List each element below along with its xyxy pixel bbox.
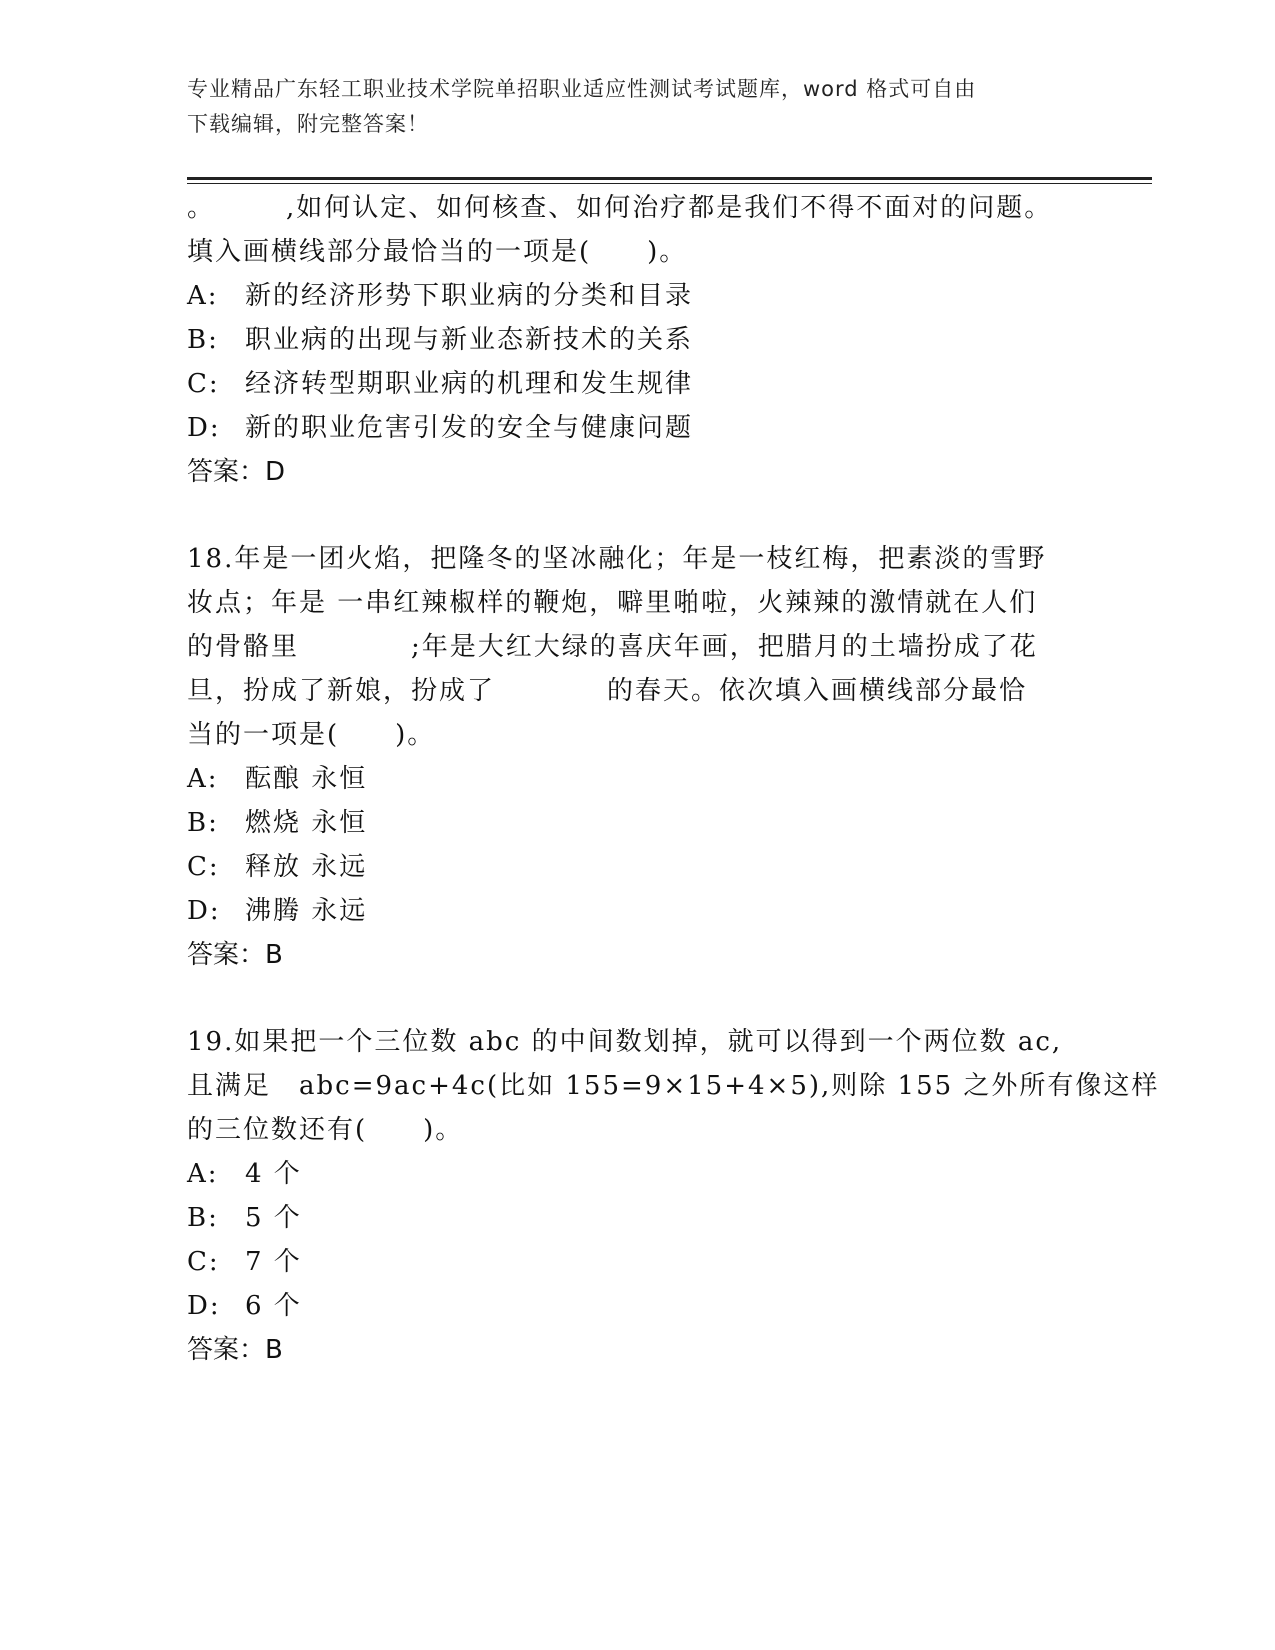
option-c <box>187 363 693 400</box>
question-text-line: 。 ,如何认定、如何核查、如何治疗都是我们不得不面对的问题。 <box>187 193 1053 223</box>
question-text-line: 妆点；年是 一串红辣椒样的鞭炮，噼里啪啦，火辣辣的激情就在人们 <box>187 588 1038 618</box>
option-text: 新的经济形势下职业病的分类和目录 <box>245 281 694 311</box>
option-letter: B: <box>187 808 219 838</box>
option-letter: C: <box>187 369 220 399</box>
option-letter: A: <box>187 1159 219 1189</box>
option-text: 酝酿 永恒 <box>245 764 368 794</box>
option-letter: A: <box>187 281 219 311</box>
option-c <box>187 846 367 883</box>
option-b <box>187 319 693 356</box>
option-letter: D: <box>187 896 221 926</box>
option-a <box>187 275 693 312</box>
option-d <box>187 1285 302 1322</box>
question-text-line: 旦，扮成了新娘，扮成了 的春天。依次填入画横线部分最恰 <box>187 676 1028 706</box>
option-c <box>187 1241 302 1278</box>
option-letter: D: <box>187 413 221 443</box>
option-letter: A: <box>187 764 219 794</box>
option-letter: B: <box>187 325 219 355</box>
question-text-line: 填入画横线部分最恰当的一项是( )。 <box>187 237 688 267</box>
option-d <box>187 890 367 927</box>
question-text-line: 的骨骼里 ;年是大红大绿的喜庆年画，把腊月的土墙扮成了花 <box>187 632 1038 662</box>
question-text-line: 19.如果把一个三位数 abc 的中间数划掉，就可以得到一个两位数 ac, <box>187 1027 1063 1057</box>
option-text: 4 个 <box>245 1159 302 1189</box>
option-text: 经济转型期职业病的机理和发生规律 <box>245 369 694 399</box>
answer-line: 答案：B <box>187 1335 283 1365</box>
page-header <box>187 72 1067 142</box>
option-letter: C: <box>187 852 220 882</box>
option-letter: D: <box>187 1291 221 1321</box>
option-text: 6 个 <box>245 1291 302 1321</box>
option-b <box>187 1197 302 1234</box>
option-b <box>187 802 367 839</box>
header-rule-thin <box>187 183 1152 184</box>
answer-line: 答案：B <box>187 940 283 970</box>
option-a <box>187 758 367 795</box>
answer-line: 答案：D <box>187 457 286 487</box>
question-text-line: 当的一项是( )。 <box>187 720 436 750</box>
header-line-2: 下载编辑，附完整答案！ <box>187 112 429 136</box>
option-text: 新的职业危害引发的安全与健康问题 <box>245 413 694 443</box>
header-line-1: 专业精品广东轻工职业技术学院单招职业适应性测试考试题库，word 格式可自由 <box>187 77 977 101</box>
question-text-line: 18.年是一团火焰，把隆冬的坚冰融化；年是一枝红梅，把素淡的雪野 <box>187 544 1047 574</box>
option-text: 5 个 <box>245 1203 302 1233</box>
header-rule-thick <box>187 177 1152 180</box>
option-text: 沸腾 永远 <box>245 896 368 926</box>
option-letter: B: <box>187 1203 219 1233</box>
option-letter: C: <box>187 1247 220 1277</box>
option-text: 7 个 <box>245 1247 302 1277</box>
option-d <box>187 407 693 444</box>
option-a <box>187 1153 302 1190</box>
option-text: 燃烧 永恒 <box>245 808 368 838</box>
question-text-line: 且满足 abc=9ac+4c(比如 155=9×15+4×5),则除 155 之外所有像这样 <box>187 1071 1160 1101</box>
option-text: 释放 永远 <box>245 852 368 882</box>
question-text-line: 的三位数还有( )。 <box>187 1115 464 1145</box>
option-text: 职业病的出现与新业态新技术的关系 <box>245 325 694 355</box>
